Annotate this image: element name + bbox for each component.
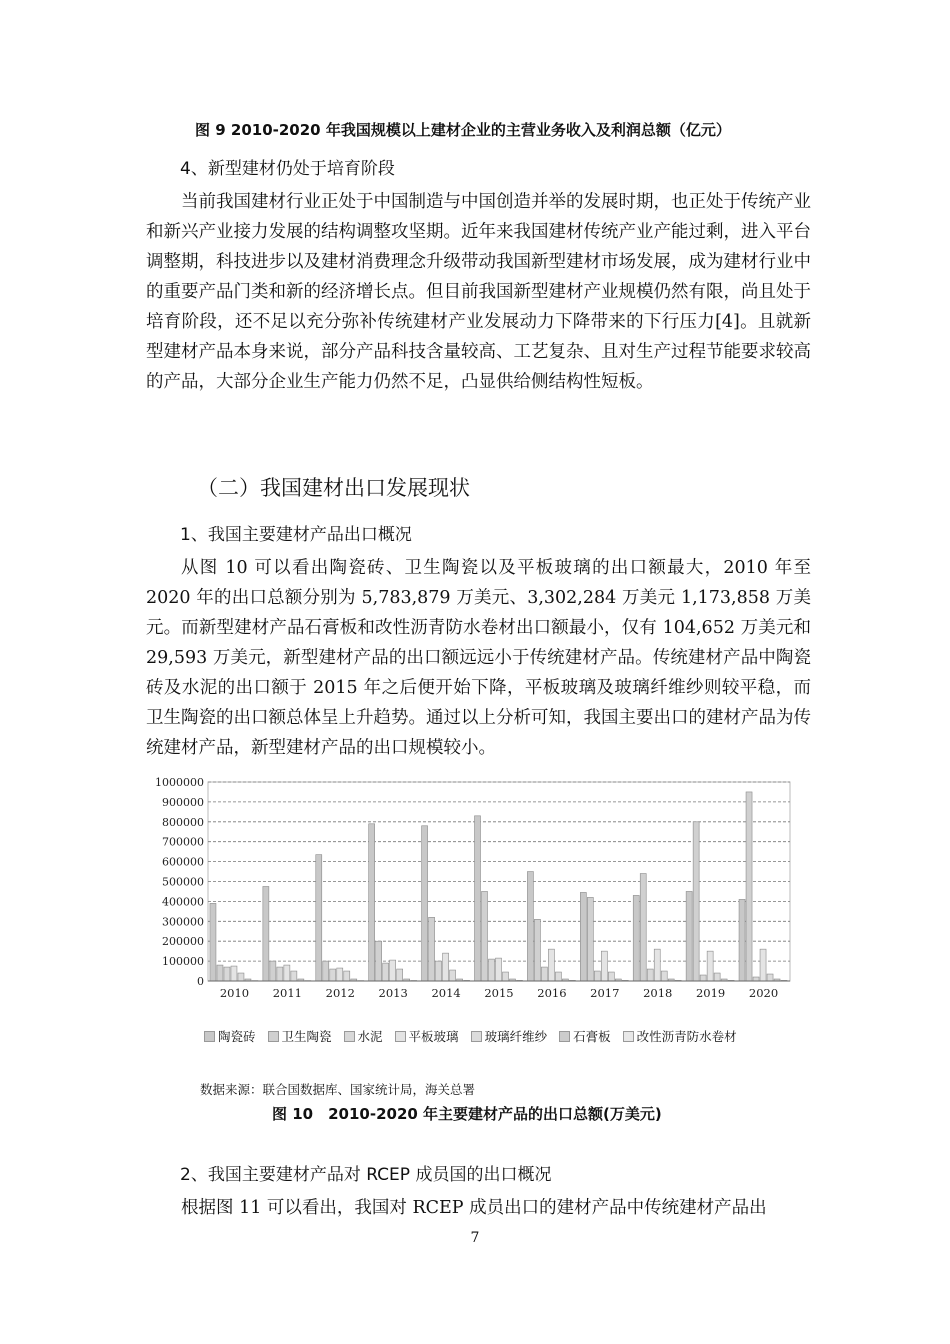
subsection-2-heading: 2、我国主要建材产品对 RCEP 成员国的出口概况 xyxy=(180,1165,552,1185)
x-tick-label: 2016 xyxy=(537,986,567,1000)
legend-label: 陶瓷砖 xyxy=(218,1029,256,1044)
bar-卫生陶瓷 xyxy=(270,961,276,981)
bar-玻璃纤维纱 xyxy=(238,973,244,981)
legend-swatch xyxy=(559,1031,570,1042)
bar-水泥 xyxy=(541,967,547,981)
bar-水泥 xyxy=(594,971,600,981)
legend-label: 改性沥青防水卷材 xyxy=(636,1029,737,1044)
bar-陶瓷砖 xyxy=(422,826,428,981)
x-tick-label: 2018 xyxy=(643,986,673,1000)
bar-陶瓷砖 xyxy=(369,824,375,981)
legend-item xyxy=(559,1027,611,1045)
bar-平板玻璃 xyxy=(231,966,237,981)
bar-水泥 xyxy=(436,961,442,981)
bar-平板玻璃 xyxy=(707,951,713,981)
bar-陶瓷砖 xyxy=(527,872,533,981)
bar-陶瓷砖 xyxy=(686,891,692,981)
paragraph-new-materials xyxy=(146,187,811,397)
y-tick-label: 300000 xyxy=(162,915,204,929)
figure-9-caption: 图 9 2010-2020 年我国规模以上建材企业的主营业务收入及利润总额（亿元） xyxy=(195,121,731,139)
bar-卫生陶瓷 xyxy=(534,919,540,981)
bar-玻璃纤维纱 xyxy=(291,971,297,981)
y-tick-label: 200000 xyxy=(162,935,204,949)
x-tick-label: 2017 xyxy=(590,986,620,1000)
bar-水泥 xyxy=(700,975,706,981)
legend-swatch xyxy=(344,1031,355,1042)
bar-卫生陶瓷 xyxy=(429,917,435,981)
y-tick-label: 900000 xyxy=(162,795,204,809)
paragraph-text: 从图 10 可以看出陶瓷砖、卫生陶瓷以及平板玻璃的出口额最大，2010 年至 2020 年的出口总额分别为 5,783,879 万美元、3,302,284 万美元 1,173,858 万美元。而新型建材产品石膏板和改性沥青防水卷材出口额最小，仅有 104,652 万美元和 29,593 万美元，新型建材产品的出口额远远小于传统建材产品。传统建材产品中陶瓷砖及水泥的出口额于 2015 年之后便开始下降，平板玻璃及玻璃纤维纱则较平稳，而卫生陶瓷的出口额总体呈上升趋势。通过以上分析可知，我国主要出口的建材产品为传统建材产品，新型建材产品的出口规模较小。 xyxy=(146,558,811,758)
legend-label: 石膏板 xyxy=(573,1029,611,1044)
bar-平板玻璃 xyxy=(284,965,290,981)
legend-label: 水泥 xyxy=(357,1029,383,1044)
bar-水泥 xyxy=(647,969,653,981)
x-tick-label: 2014 xyxy=(431,986,461,1000)
export-bar-chart xyxy=(150,775,810,1015)
bar-平板玻璃 xyxy=(443,953,449,981)
bar-陶瓷砖 xyxy=(316,855,322,981)
chart-legend xyxy=(204,1027,804,1045)
data-source-note: 数据来源：联合国数据库、国家统计局，海关总署 xyxy=(200,1082,476,1097)
bar-卫生陶瓷 xyxy=(587,897,593,981)
subsection-1-heading: 1、我国主要建材产品出口概况 xyxy=(180,525,412,545)
x-tick-label: 2013 xyxy=(378,986,408,1000)
paragraph-rcep xyxy=(146,1193,811,1223)
y-tick-label: 1000000 xyxy=(155,776,204,789)
bar-平板玻璃 xyxy=(654,949,660,981)
section-export-heading: （二）我国建材出口发展现状 xyxy=(197,476,470,500)
section-4-heading: 4、新型建材仍处于培育阶段 xyxy=(180,159,395,179)
legend-swatch xyxy=(395,1031,406,1042)
bar-水泥 xyxy=(489,959,495,981)
bar-卫生陶瓷 xyxy=(746,792,752,981)
legend-item xyxy=(268,1027,332,1045)
x-tick-label: 2010 xyxy=(219,986,250,1000)
x-tick-label: 2019 xyxy=(695,986,726,1000)
bar-陶瓷砖 xyxy=(263,886,269,981)
bar-水泥 xyxy=(224,967,230,981)
bar-玻璃纤维纱 xyxy=(767,974,773,981)
paragraph-export-overview xyxy=(146,553,811,763)
bar-陶瓷砖 xyxy=(210,903,216,981)
bar-玻璃纤维纱 xyxy=(344,971,350,981)
bar-玻璃纤维纱 xyxy=(450,970,456,981)
bar-水泥 xyxy=(383,963,389,981)
bar-卫生陶瓷 xyxy=(323,961,329,981)
bar-玻璃纤维纱 xyxy=(555,972,561,981)
legend-item xyxy=(471,1027,548,1045)
figure-10-caption: 图 10 2010-2020 年主要建材产品的出口总额(万美元) xyxy=(272,1105,662,1123)
bar-玻璃纤维纱 xyxy=(503,972,509,981)
bar-平板玻璃 xyxy=(496,958,502,981)
y-tick-label: 800000 xyxy=(162,815,204,829)
legend-swatch xyxy=(204,1031,215,1042)
bar-平板玻璃 xyxy=(390,960,396,981)
bar-玻璃纤维纱 xyxy=(608,972,614,981)
bar-陶瓷砖 xyxy=(633,895,639,981)
legend-label: 平板玻璃 xyxy=(408,1029,459,1044)
y-tick-label: 100000 xyxy=(162,955,204,969)
x-tick-label: 2011 xyxy=(272,986,303,1000)
x-tick-label: 2015 xyxy=(484,986,514,1000)
y-tick-label: 700000 xyxy=(162,835,204,849)
bar-玻璃纤维纱 xyxy=(661,971,667,981)
bar-卫生陶瓷 xyxy=(217,965,223,981)
bar-平板玻璃 xyxy=(337,968,343,981)
legend-item xyxy=(204,1027,256,1045)
bar-水泥 xyxy=(753,977,759,981)
bar-水泥 xyxy=(330,969,336,981)
legend-swatch xyxy=(268,1031,279,1042)
legend-label: 玻璃纤维纱 xyxy=(484,1029,548,1044)
legend-swatch xyxy=(623,1031,634,1042)
legend-swatch xyxy=(471,1031,482,1042)
bar-卫生陶瓷 xyxy=(376,941,382,981)
paragraph-text: 当前我国建材行业正处于中国制造与中国创造并举的发展时期，也正处于传统产业和新兴产业接力发展的结构调整攻坚期。近年来我国建材传统产业产能过剩，进入平台调整期，科技进步以及建材消费理念升级带动我国新型建材市场发展，成为建材行业中的重要产品门类和新的经济增长点。但目前我国新型建材产业规模仍然有限，尚且处于培育阶段，还不足以充分弥补传统建材产业发展动力下降带来的下行压力[4]。且就新型建材产品本身来说，部分产品科技含量较高、工艺复杂、且对生产过程节能要求较高的产品，大部分企业生产能力仍然不足，凸显供给侧结构性短板。 xyxy=(146,192,811,392)
y-tick-label: 600000 xyxy=(162,855,204,869)
legend-item xyxy=(395,1027,459,1045)
legend-item xyxy=(623,1027,737,1045)
bar-玻璃纤维纱 xyxy=(714,973,720,981)
legend-item xyxy=(344,1027,383,1045)
bar-平板玻璃 xyxy=(548,949,554,981)
legend-label: 卫生陶瓷 xyxy=(281,1029,332,1044)
paragraph-text: 根据图 11 可以看出，我国对 RCEP 成员出口的建材产品中传统建材产品出 xyxy=(181,1198,767,1218)
bar-玻璃纤维纱 xyxy=(397,969,403,981)
bar-卫生陶瓷 xyxy=(640,874,646,981)
bar-卫生陶瓷 xyxy=(482,891,488,981)
y-tick-label: 500000 xyxy=(162,875,204,889)
page-number: 7 xyxy=(470,1230,480,1246)
x-tick-label: 2012 xyxy=(325,986,355,1000)
y-tick-label: 400000 xyxy=(162,895,204,909)
bar-平板玻璃 xyxy=(601,951,607,981)
x-tick-label: 2020 xyxy=(748,986,779,1000)
bar-陶瓷砖 xyxy=(739,899,745,981)
y-tick-label: 0 xyxy=(197,975,204,988)
bar-水泥 xyxy=(277,967,283,981)
bar-卫生陶瓷 xyxy=(693,822,699,981)
bar-平板玻璃 xyxy=(760,949,766,981)
bar-陶瓷砖 xyxy=(475,816,481,981)
bar-陶瓷砖 xyxy=(580,892,586,981)
